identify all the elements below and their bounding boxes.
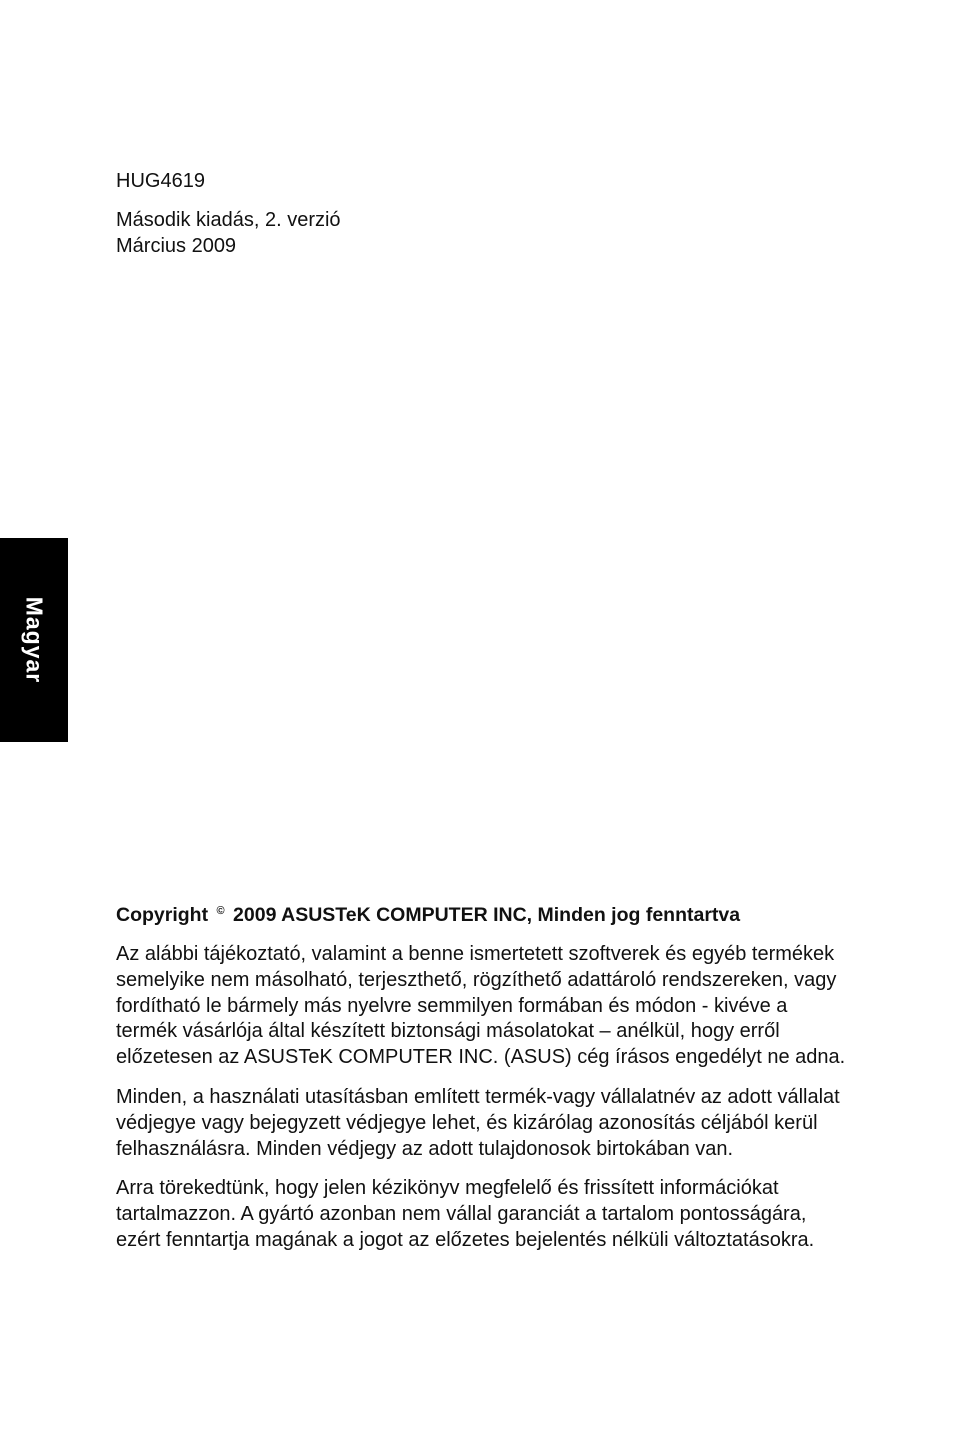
- legal-notice: [116, 902, 846, 1268]
- copyright-heading: [116, 902, 846, 928]
- language-side-tab: [0, 538, 68, 742]
- reproduction-paragraph: Az alábbi tájékoztató, valamint a benne ismertetett szoftverek és egyéb termékek semelyike nem másolható, terjeszthető, rögzíthető adattároló rendszereken, vagy fordítható le bármely más nyelvre semmilyen formában és módon - kivéve a termék vásárlója által készített biztonsági másolatokat – anélkül, hogy erről előzetesen az ASUSTeK COMPUTER INC. (ASUS) cég írásos engedélyt ne adna.: [116, 943, 846, 1069]
- copyright-prefix: Copyright: [116, 904, 209, 926]
- trademark-paragraph: Minden, a használati utasításban említett termék-vagy vállalatnév az adott vállalat védjegye vagy bejegyzett védjegye lehet, és kizárólag azonosítás céljából kerül felhasználásra. Minden védjegy az adott tulajdonosok birtokában van.: [116, 1085, 840, 1160]
- date-line: Március 2009: [116, 235, 237, 257]
- copyright-symbol: ©: [216, 905, 225, 917]
- document-code: HUG4619: [116, 170, 205, 192]
- language-label: Magyar: [21, 596, 48, 684]
- edition-line: Második kiadás, 2. verzió: [116, 209, 341, 231]
- copyright-holder: 2009 ASUSTeK COMPUTER INC, Minden jog fenntartva: [233, 904, 741, 926]
- disclaimer-paragraph: Arra törekedtünk, hogy jelen kézikönyv megfelelő és frissített információkat tartalmazzon. A gyártó azonban nem vállal garanciát a tartalom pontosságára, ezért fenntartja magának a jogot az előzetes bejelentés nélküli változtatásokra.: [116, 1177, 815, 1251]
- edition-info: [116, 207, 341, 259]
